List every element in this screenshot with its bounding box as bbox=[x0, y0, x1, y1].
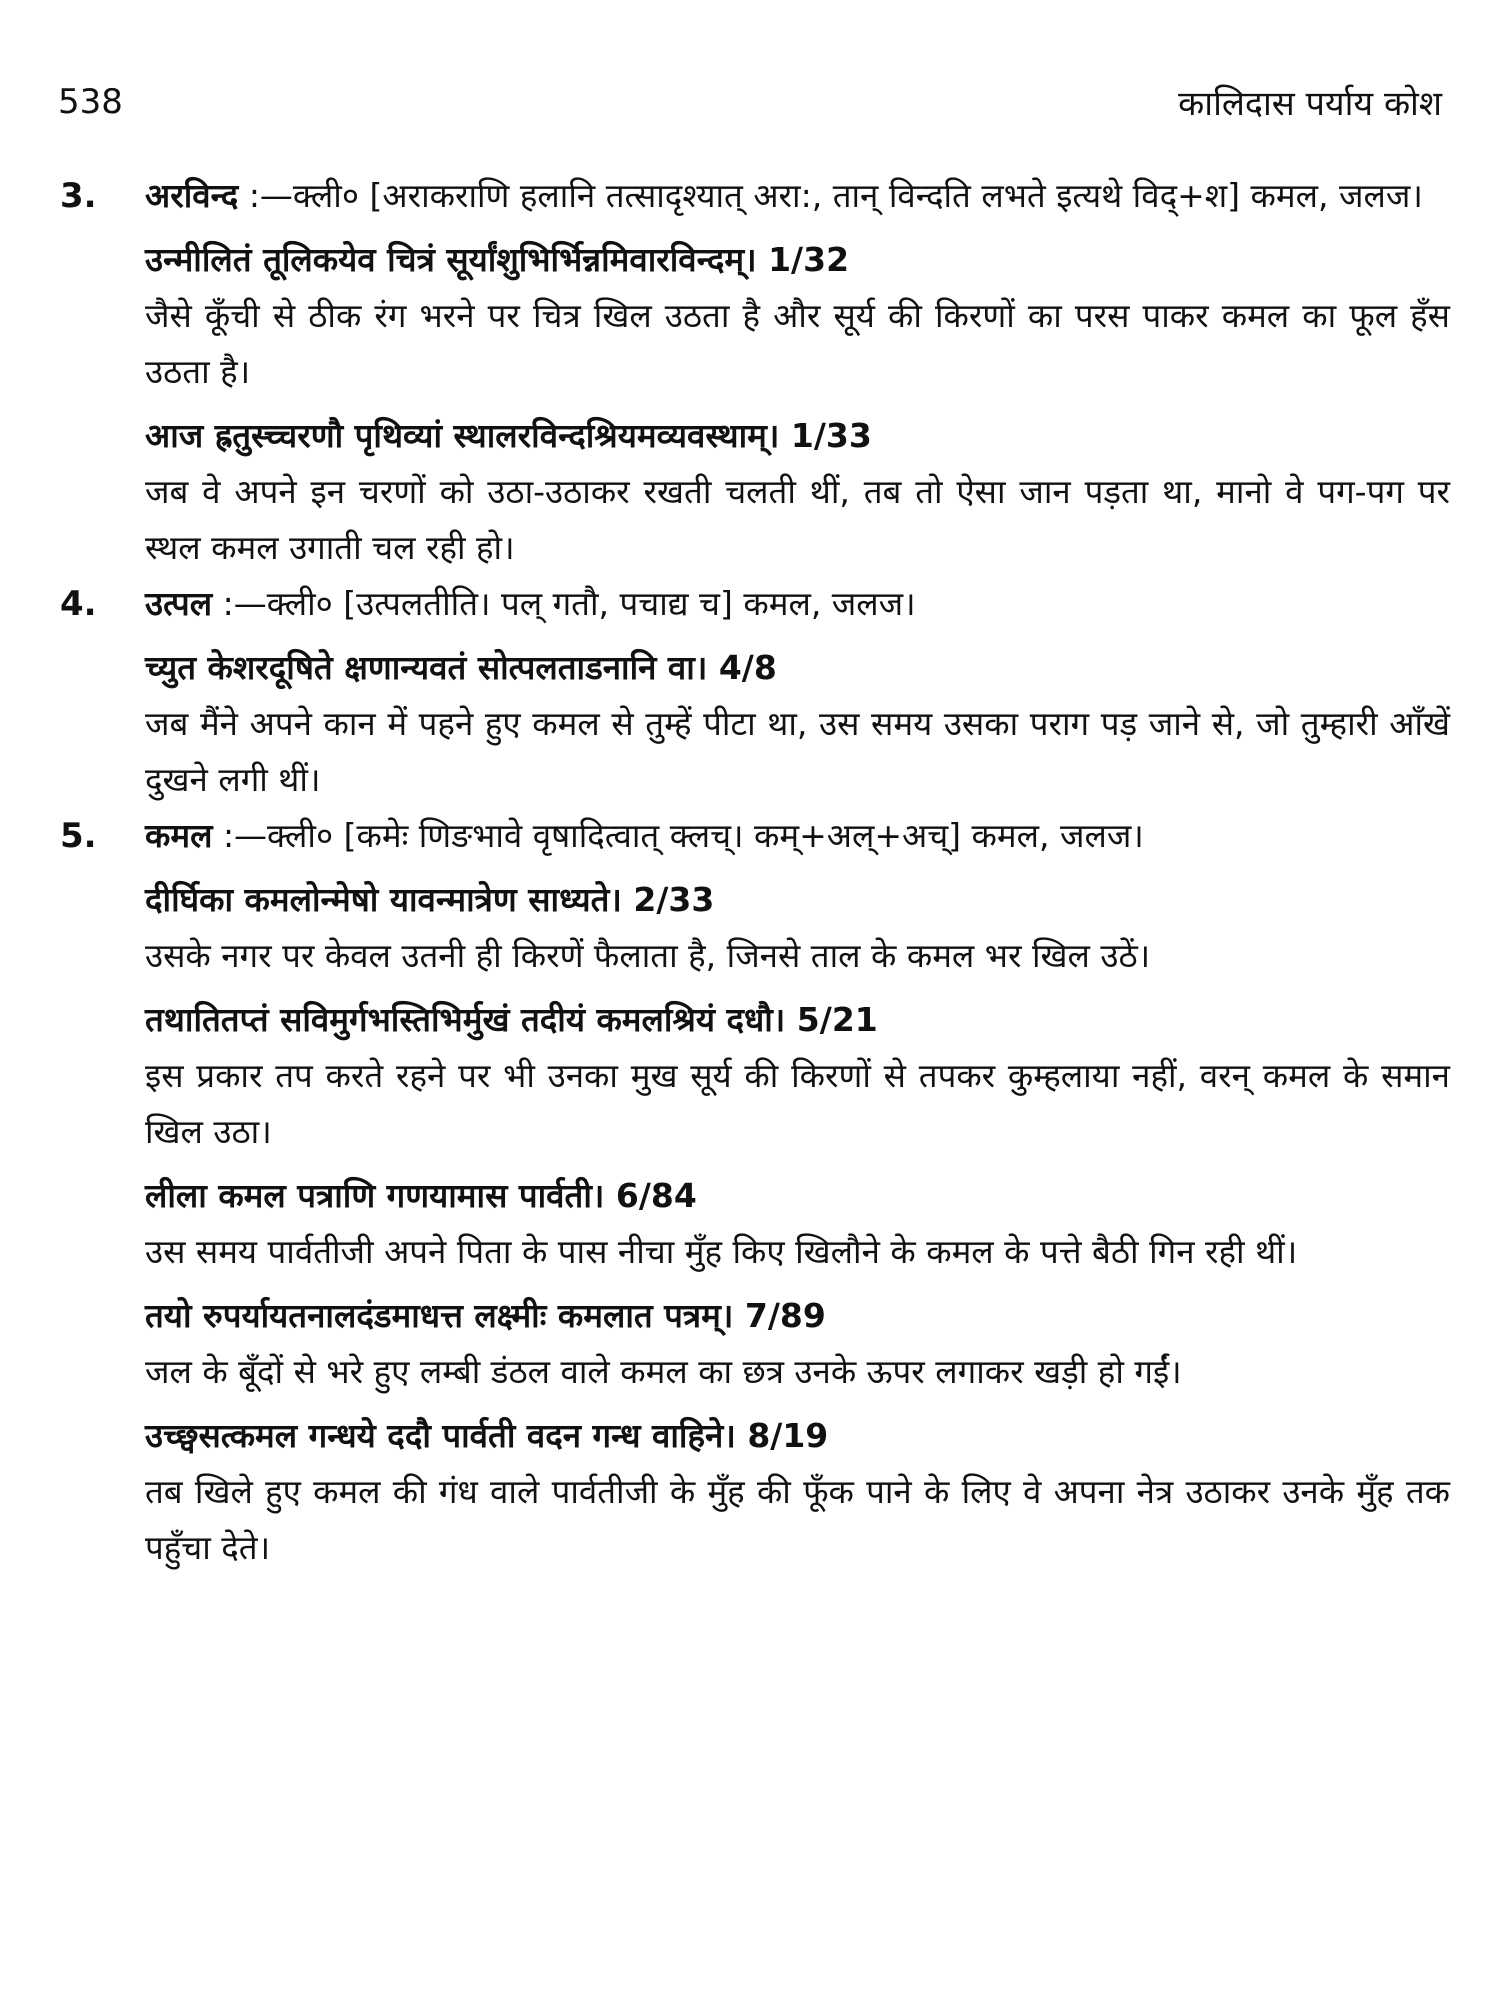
hindi-translation: तब खिले हुए कमल की गंध वाले पार्वतीजी के मुँह की फूँक पाने के लिए वे अपना नेत्र उठाकर उनके मुँह तक पहुँचा देते। bbox=[145, 1472, 1450, 1567]
quote bbox=[145, 1408, 1450, 1576]
entry-aravind bbox=[60, 168, 1450, 576]
sanskrit-verse: उच्छ्वसत्कमल गन्धये ददौ पार्वती वदन गन्ध वाहिने। 8/19 bbox=[145, 1416, 829, 1455]
hindi-translation: जब वे अपने इन चरणों को उठा-उठाकर रखती चलती थीं, तब तो ऐसा जान पड़ता था, मानो वे पग-पग पर स्थल कमल उगाती चल रही हो। bbox=[145, 472, 1450, 567]
page-header bbox=[58, 72, 1442, 132]
quote bbox=[145, 640, 1450, 808]
entry-kamal bbox=[60, 808, 1450, 1576]
definition-text: :—क्ली० [कमेः णिङभावे वृषादित्वात् क्लच्। कम्+अल्+अच्] कमल, जलज। bbox=[212, 816, 1144, 855]
sanskrit-verse: च्युत केशरदूषिते क्षणान्यवतं सोत्पलताडनानि वा। 4/8 bbox=[145, 648, 777, 687]
entry-definition bbox=[145, 808, 1450, 864]
hindi-translation: जल के बूँदों से भरे हुए लम्बी डंठल वाले कमल का छत्र उनके ऊपर लगाकर खड़ी हो गईं। bbox=[145, 1352, 1182, 1391]
sanskrit-verse: आज ह्रतुस्च्चरणौ पृथिव्यां स्थालरविन्दश्रियमव्यवस्थाम्। 1/33 bbox=[145, 416, 872, 455]
quote bbox=[145, 232, 1450, 400]
hindi-translation: उस समय पार्वतीजी अपने पिता के पास नीचा मुँह किए खिलौने के कमल के पत्ते बैठी गिन रही थीं। bbox=[145, 1232, 1298, 1271]
hindi-translation: उसके नगर पर केवल उतनी ही किरणें फैलाता है, जिनसे ताल के कमल भर खिल उठें। bbox=[145, 936, 1151, 975]
hindi-translation: इस प्रकार तप करते रहने पर भी उनका मुख सूर्य की किरणों से तपकर कुम्हलाया नहीं, वरन् कमल के समान खिल उठा। bbox=[145, 1056, 1450, 1151]
entry-head bbox=[60, 576, 1450, 632]
hindi-translation: जब मैंने अपने कान में पहने हुए कमल से तुम्हें पीटा था, उस समय उसका पराग पड़ जाने से, जो तुम्हारी आँखें दुखने लगी थीं। bbox=[145, 704, 1450, 799]
entry-number: 4. bbox=[60, 584, 97, 624]
entry-number: 5. bbox=[60, 816, 97, 856]
page-number: 538 bbox=[58, 82, 123, 122]
entry-definition bbox=[145, 576, 1450, 632]
entry-utpal bbox=[60, 576, 1450, 808]
hindi-translation: जैसे कूँची से ठीक रंग भरने पर चित्र खिल उठता है और सूर्य की किरणों का परस पाकर कमल का फूल हँस उठता है। bbox=[145, 296, 1450, 391]
running-title: कालिदास पर्याय कोश bbox=[1178, 84, 1442, 124]
quote bbox=[145, 992, 1450, 1160]
quote bbox=[145, 408, 1450, 576]
headword: अरविन्द bbox=[145, 176, 239, 215]
dictionary-content bbox=[60, 168, 1450, 1576]
entry-definition bbox=[145, 168, 1450, 224]
definition-text: :—क्ली० [उत्पलतीति। पल् गतौ, पचाद्य च] कमल, जलज। bbox=[212, 584, 916, 623]
sanskrit-verse: उन्मीलितं तूलिकयेव चित्रं सूर्यांशुभिर्भिन्नमिवारविन्दम्। 1/32 bbox=[145, 240, 850, 279]
sanskrit-verse: तयो रुपर्यायतनालदंडमाधत्त लक्ष्मीः कमलात पत्रम्। 7/89 bbox=[145, 1296, 826, 1335]
entry-number: 3. bbox=[60, 176, 97, 216]
quote bbox=[145, 872, 1450, 984]
sanskrit-verse: लीला कमल पत्राणि गणयामास पार्वती। 6/84 bbox=[145, 1176, 697, 1215]
entry-head bbox=[60, 168, 1450, 224]
headword: उत्पल bbox=[145, 584, 213, 623]
quote bbox=[145, 1288, 1450, 1400]
quote bbox=[145, 1168, 1450, 1280]
sanskrit-verse: तथातितप्तं सविमुर्गभस्तिभिर्मुखं तदीयं कमलश्रियं दधौ। 5/21 bbox=[145, 1000, 878, 1039]
headword: कमल bbox=[145, 816, 213, 855]
sanskrit-verse: दीर्घिका कमलोन्मेषो यावन्मात्रेण साध्यते। 2/33 bbox=[145, 880, 715, 919]
entry-head bbox=[60, 808, 1450, 864]
definition-text: :—क्ली० [अराकराणि हलानि तत्सादृश्यात् अरा:, तान् विन्दति लभते इत्यथे विद्+श] कमल, जलज। bbox=[238, 176, 1423, 215]
